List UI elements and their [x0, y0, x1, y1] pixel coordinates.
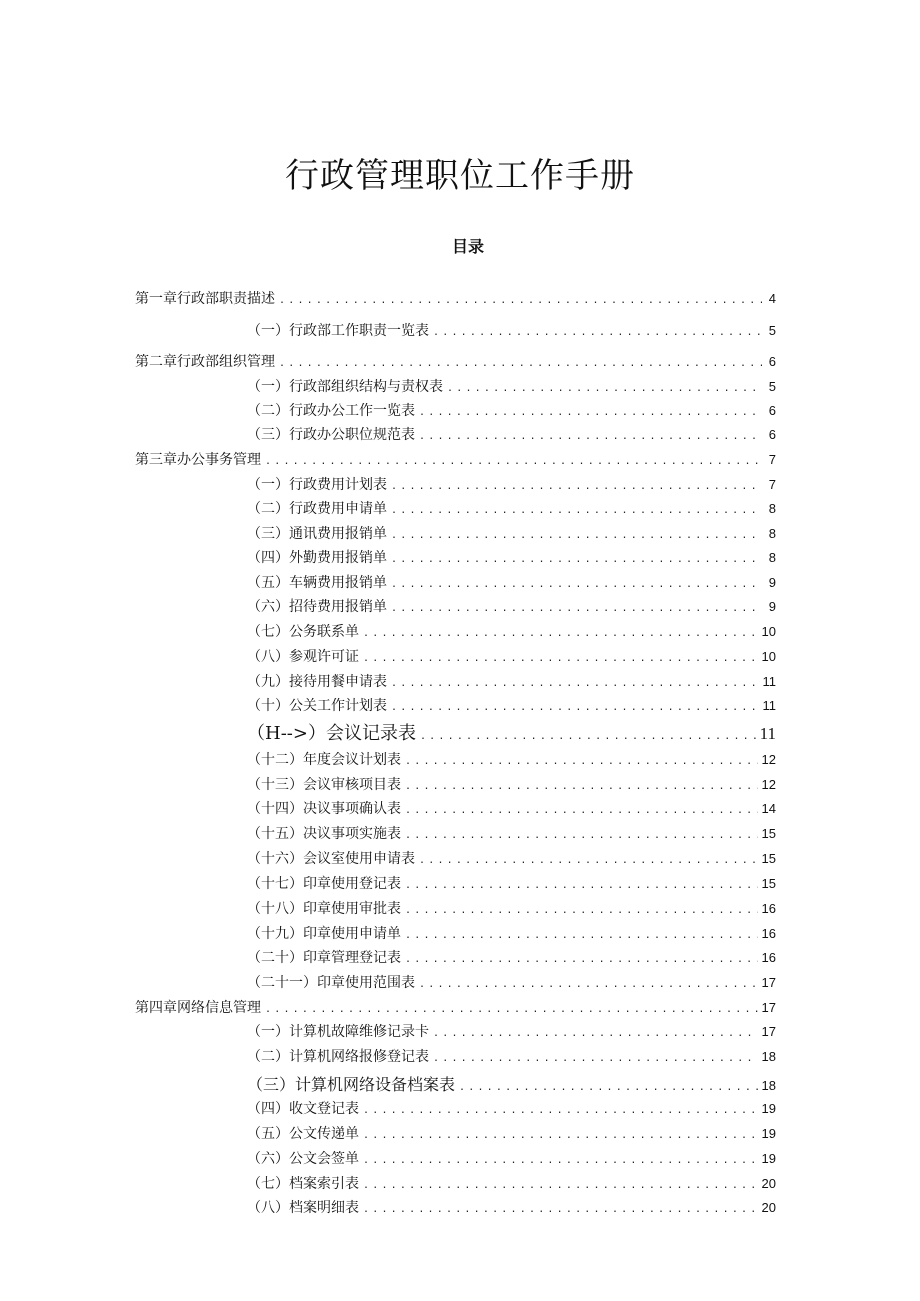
toc-dot-leader — [391, 603, 762, 614]
toc-section-entry[interactable] — [247, 923, 776, 947]
toc-section-entry[interactable] — [247, 671, 776, 695]
toc-dot-leader — [459, 1082, 758, 1093]
toc-page-number: 8 — [768, 550, 776, 565]
toc-section-entry[interactable] — [247, 774, 776, 798]
toc-dot-leader — [391, 678, 759, 689]
toc-page-number: 6 — [768, 403, 776, 418]
toc-page-number: 6 — [768, 354, 776, 369]
toc-dot-leader — [363, 1155, 758, 1166]
toc-dot-leader — [405, 930, 758, 941]
toc-entry-label: （十七）印章使用登记表 — [247, 876, 401, 892]
toc-dot-leader — [363, 653, 758, 664]
toc-section-entry[interactable] — [247, 646, 776, 670]
toc-section-entry[interactable] — [247, 1173, 776, 1197]
toc-page-number: 9 — [768, 599, 776, 614]
toc-dot-leader — [391, 505, 762, 516]
toc-page-number: 10 — [761, 624, 776, 639]
toc-dot-leader — [420, 731, 756, 742]
toc-page-number: 16 — [761, 901, 776, 916]
toc-entry-label: （七）档案索引表 — [247, 1176, 359, 1192]
toc-page-number: 19 — [761, 1126, 776, 1141]
toc-dot-leader — [433, 1028, 758, 1039]
toc-page-number: 20 — [761, 1200, 776, 1215]
toc-chapter-entry[interactable] — [135, 449, 776, 473]
toc-entry-label: （四）收文登记表 — [247, 1101, 359, 1117]
toc-entry-label: （一）计算机故障维修记录卡 — [247, 1024, 429, 1040]
toc-dot-leader — [433, 1053, 758, 1064]
toc-page-number: 18 — [761, 1078, 776, 1093]
toc-section-entry[interactable] — [247, 695, 776, 719]
toc-page-number: 17 — [761, 975, 776, 990]
toc-page-number: 5 — [768, 323, 776, 338]
toc-page-number: 19 — [761, 1101, 776, 1116]
toc-section-entry[interactable] — [247, 424, 776, 448]
toc-entry-label: （二十一）印章使用范围表 — [247, 975, 415, 991]
toc-dot-leader — [405, 905, 758, 916]
toc-entry-label: （十八）印章使用审批表 — [247, 901, 401, 917]
toc-page-number: 12 — [761, 752, 776, 767]
toc-page-number: 15 — [761, 826, 776, 841]
toc-entry-label: （三）通讯费用报销单 — [247, 526, 387, 542]
toc-entry-label: （八）档案明细表 — [247, 1200, 359, 1216]
toc-dot-leader — [433, 327, 762, 338]
toc-entry-label: （六）招待费用报销单 — [247, 599, 387, 615]
toc-section-entry[interactable] — [247, 1046, 776, 1070]
toc-section-entry[interactable] — [247, 1021, 776, 1045]
toc-page-number: 6 — [768, 427, 776, 442]
toc-section-entry[interactable] — [247, 719, 776, 743]
toc-section-entry[interactable] — [247, 798, 776, 822]
toc-section-entry[interactable] — [247, 1148, 776, 1172]
toc-dot-leader — [405, 781, 758, 792]
toc-entry-label: （一）行政部工作职责一览表 — [247, 323, 429, 339]
toc-section-entry[interactable] — [247, 1072, 776, 1096]
toc-dot-leader — [447, 383, 762, 394]
toc-page-number: 17 — [761, 1024, 776, 1039]
toc-page-number: 7 — [768, 452, 776, 467]
toc-entry-label: （十）公关工作计划表 — [247, 698, 387, 714]
toc-entry-label: （九）接待用餐申请表 — [247, 674, 387, 690]
toc-entry-label: （十五）决议事项实施表 — [247, 826, 401, 842]
toc-page-number: 18 — [761, 1049, 776, 1064]
toc-entry-label: （七）公务联系单 — [247, 624, 359, 640]
toc-page-number: 17 — [761, 1000, 776, 1015]
toc-dot-leader — [405, 805, 758, 816]
toc-page-number: 15 — [761, 851, 776, 866]
toc-entry-label: （三）计算机网络设备档案表 — [247, 1075, 456, 1094]
toc-page-number: 11 — [759, 724, 776, 743]
toc-entry-label: 第一章行政部职责描述 — [135, 291, 275, 307]
toc-entry-label: 第三章办公事务管理 — [135, 452, 261, 468]
toc-entry-label: （一）行政部组织结构与责权表 — [247, 379, 443, 395]
toc-section-entry[interactable] — [247, 621, 776, 645]
toc-section-entry[interactable] — [247, 749, 776, 773]
toc-dot-leader — [419, 407, 762, 418]
toc-section-entry[interactable] — [247, 1197, 776, 1221]
toc-section-entry[interactable] — [247, 898, 776, 922]
document-title: 行政管理职位工作手册 — [285, 156, 635, 196]
toc-page-number: 8 — [768, 526, 776, 541]
toc-dot-leader — [391, 530, 762, 541]
toc-entry-label: 第四章网络信息管理 — [135, 1000, 261, 1016]
toc-entry-label: （十四）决议事项确认表 — [247, 801, 401, 817]
toc-page-number: 5 — [768, 379, 776, 394]
toc-entry-label: （十三）会议审核项目表 — [247, 777, 401, 793]
toc-entry-label: （十二）年度会议计划表 — [247, 752, 401, 768]
toc-section-entry[interactable] — [247, 376, 776, 400]
toc-page-number: 16 — [761, 926, 776, 941]
toc-page-number: 10 — [761, 649, 776, 664]
toc-page-number: 15 — [761, 876, 776, 891]
toc-section-entry[interactable] — [247, 400, 776, 424]
toc-section-entry[interactable] — [247, 474, 776, 498]
toc-dot-leader — [405, 954, 758, 965]
toc-entry-label: （三）行政办公职位规范表 — [247, 427, 415, 443]
toc-entry-label: 第二章行政部组织管理 — [135, 354, 275, 370]
toc-entry-label: （十六）会议室使用申请表 — [247, 851, 415, 867]
toc-entry-label: （五）车辆费用报销单 — [247, 575, 387, 591]
toc-page-number: 8 — [768, 501, 776, 516]
toc-section-entry[interactable] — [247, 873, 776, 897]
toc-entry-label: （二）行政费用申请单 — [247, 501, 387, 517]
toc-page-number: 16 — [761, 950, 776, 965]
toc-entry-label: （五）公文传递单 — [247, 1126, 359, 1142]
toc-dot-leader — [405, 756, 758, 767]
toc-entry-label: （二十）印章管理登记表 — [247, 950, 401, 966]
toc-page-number: 14 — [761, 801, 776, 816]
toc-section-entry[interactable] — [247, 498, 776, 522]
toc-section-entry[interactable] — [247, 572, 776, 596]
toc-dot-leader — [363, 1130, 758, 1141]
toc-dot-leader — [391, 579, 762, 590]
toc-section-entry[interactable] — [247, 320, 776, 344]
toc-dot-leader — [363, 628, 758, 639]
toc-dot-leader — [405, 830, 758, 841]
toc-dot-leader — [419, 979, 758, 990]
toc-heading: 目录 — [451, 237, 484, 256]
toc-section-entry[interactable] — [247, 596, 776, 620]
toc-section-entry[interactable] — [247, 947, 776, 971]
toc-dot-leader — [363, 1105, 758, 1116]
toc-dot-leader — [363, 1204, 758, 1215]
toc-dot-leader — [391, 554, 762, 565]
toc-section-entry[interactable] — [247, 848, 776, 872]
toc-dot-leader — [391, 481, 762, 492]
toc-chapter-entry[interactable] — [135, 288, 776, 312]
toc-dot-leader — [265, 456, 762, 467]
toc-page-number: 11 — [762, 674, 776, 689]
toc-dot-leader — [405, 880, 758, 891]
toc-chapter-entry[interactable] — [135, 997, 776, 1021]
toc-entry-label: （一）行政费用计划表 — [247, 477, 387, 493]
toc-dot-leader — [391, 702, 759, 713]
toc-dot-leader — [419, 855, 758, 866]
toc-entry-label: （二）行政办公工作一览表 — [247, 403, 415, 419]
toc-entry-label: （八）参观许可证 — [247, 649, 359, 665]
toc-entry-label: （H-->）会议记录表 — [247, 723, 416, 744]
toc-page-number: 7 — [768, 477, 776, 492]
toc-section-entry[interactable] — [247, 823, 776, 847]
toc-page-number: 19 — [761, 1151, 776, 1166]
toc-entry-label: （二）计算机网络报修登记表 — [247, 1049, 429, 1065]
toc-entry-label: （六）公文会签单 — [247, 1151, 359, 1167]
toc-page-number: 9 — [768, 575, 776, 590]
toc-page-number: 12 — [761, 777, 776, 792]
toc-page-number: 4 — [768, 291, 776, 306]
toc-dot-leader — [279, 295, 762, 306]
toc-dot-leader — [265, 1004, 758, 1015]
toc-page-number: 20 — [761, 1176, 776, 1191]
toc-page-number: 11 — [762, 698, 776, 713]
toc-section-entry[interactable] — [247, 523, 776, 547]
toc-entry-label: （四）外勤费用报销单 — [247, 550, 387, 566]
toc-section-entry[interactable] — [247, 972, 776, 996]
toc-dot-leader — [363, 1180, 758, 1191]
toc-entry-label: （十九）印章使用申请单 — [247, 926, 401, 942]
toc-section-entry[interactable] — [247, 547, 776, 571]
toc-section-entry[interactable] — [247, 1123, 776, 1147]
toc-dot-leader — [279, 358, 762, 369]
toc-section-entry[interactable] — [247, 1098, 776, 1122]
toc-dot-leader — [419, 431, 762, 442]
toc-chapter-entry[interactable] — [135, 351, 776, 375]
